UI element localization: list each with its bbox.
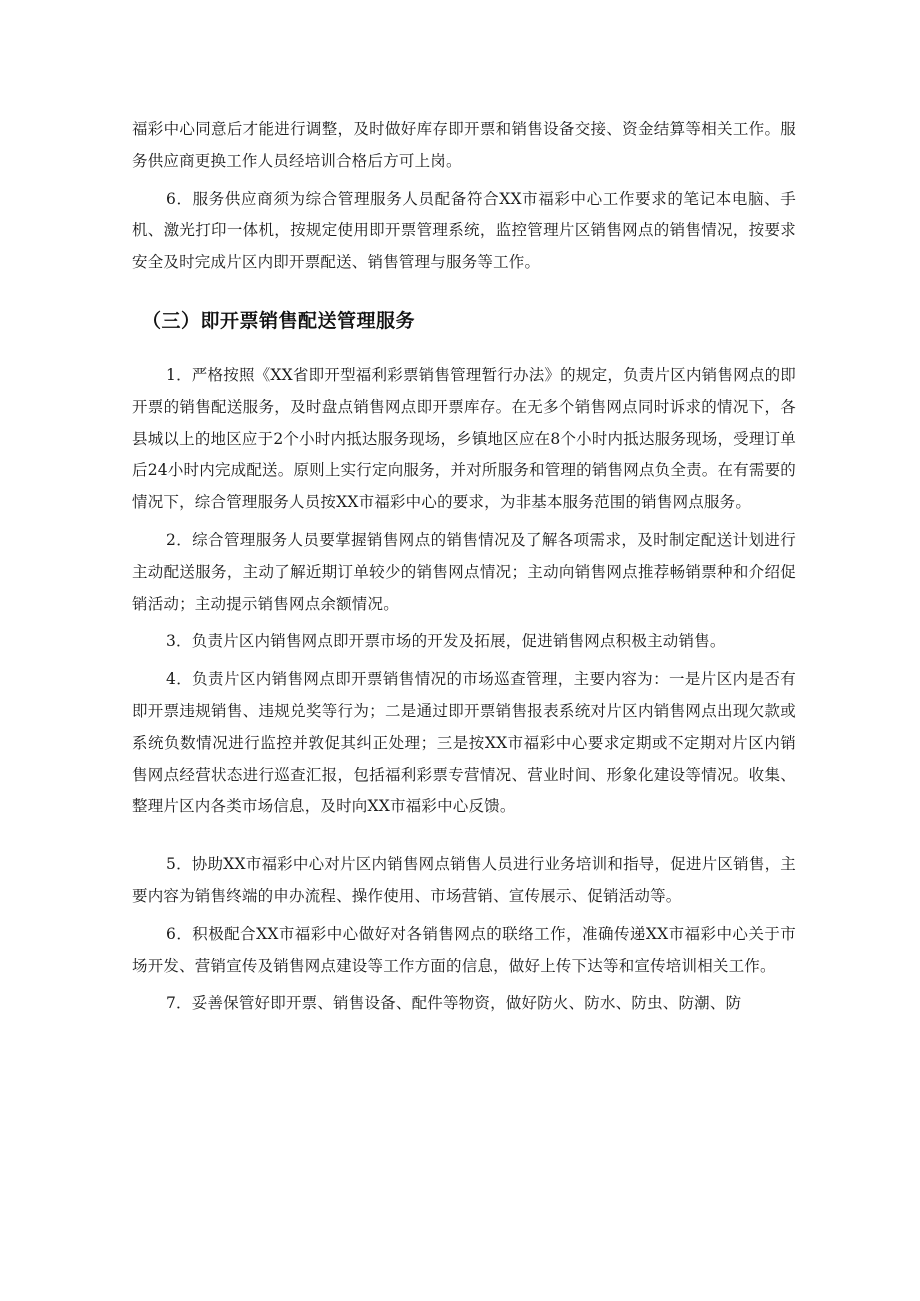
list-item-7: 7．妥善保管好即开票、销售设备、配件等物资，做好防火、防水、防虫、防潮、防 [166,994,742,1013]
paragraph-continued: 福彩中心同意后才能进行调整，及时做好库存即开票和销售设备交接、资金结算等相关工作。服务供应商更换工作人员经培训合格后方可上岗。 [132,120,796,170]
list-item-3: 3．负责片区内销售网点即开票市场的开发及拓展，促进销售网点积极主动销售。 [166,632,726,651]
list-item-2: 2．综合管理服务人员要掌握销售网点的销售情况及了解各项需求，及时制定配送计划进行主动配送服务，主动了解近期订单较少的销售网点情况；主动向销售网点推荐畅销票种和介绍促销活动；主动提示销售网点余额情况。 [132,530,796,613]
list-item-5: 5．协助XX市福彩中心对片区内销售网点销售人员进行业务培训和指导，促进片区销售，主要内容为销售终端的申办流程、操作使用、市场营销、宣传展示、促销活动等。 [132,855,796,905]
list-item-1: 1．严格按照《XX省即开型福利彩票销售管理暂行办法》的规定，负责片区内销售网点的即开票的销售配送服务，及时盘点销售网点即开票库存。在无多个销售网点同时诉求的情况下，各县城以上的地区应于2个小时内抵达服务现场，乡镇地区应在8个小时内抵达服务现场，受理订单后24小时内完成配送。原则上实行定向服务，并对所服务和管理的销售网点负全责。在有需要的情况下，综合管理服务人员按XX市福彩中心的要求，为非基本服务范围的销售网点服务。 [132,365,796,512]
section-heading: （三）即开票销售配送管理服务 [142,309,416,332]
document-body [132,114,796,1020]
list-item-4: 4．负责片区内销售网点即开票销售情况的市场巡查管理，主要内容为：一是片区内是否有即开票违规销售、违规兑奖等行为；二是通过即开票销售报表系统对片区内销售网点出现欠款或系统负数情况进行监控并敦促其纠正处理；三是按XX市福彩中心要求定期或不定期对片区内销售网点经营状态进行巡查汇报，包括福利彩票专营情况、营业时间、形象化建设等情况。收集、整理片区内各类市场信息，及时向XX市福彩中心反馈。 [132,670,796,816]
list-item-6: 6．积极配合XX市福彩中心做好对各销售网点的联络工作，准确传递XX市福彩中心关于市场开发、营销宣传及销售网点建设等工作方面的信息，做好上传下达等和宣传培训相关工作。 [132,924,796,975]
paragraph-item-6-equipment: 6．服务供应商须为综合管理服务人员配备符合XX市福彩中心工作要求的笔记本电脑、手机、激光打印一体机，按规定使用即开票管理系统，监控管理片区销售网点的销售情况，按要求安全及时完成片区内即开票配送、销售管理与服务等工作。 [132,189,796,272]
